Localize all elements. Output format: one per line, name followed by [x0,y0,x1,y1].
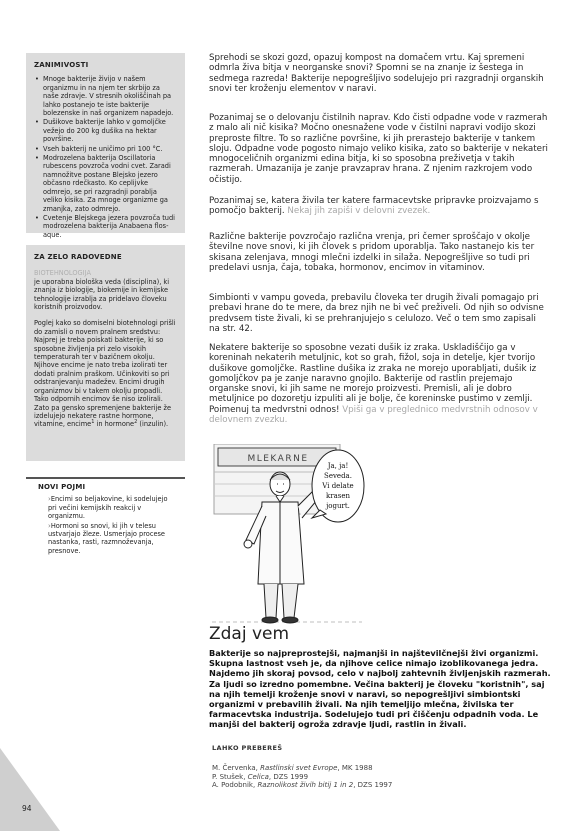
speech-bubble [312,450,364,522]
list-item: › Encimi so beljakovine, ki sodelujejo pri večini kemijskih reakcij v organizmu. [38,495,177,520]
radovedne-box [26,245,185,461]
bubble-line: jogurt. [326,502,350,510]
bubble-line: Ja, ja! [327,462,349,470]
page-number: 94 [22,804,32,813]
reference-item: A. Podobnik, Raznolikost živih bitij 1 in 2, DZS 1997 [212,781,393,790]
novi-pojmi-list [38,495,177,555]
list-item: • Dušikove bakterije lahko v gomoljčke vežejo do 200 kg dušika na hektar površine. [34,118,177,143]
biotehnologija-example: Poglej kako so domiselni biotehnologi prišli do zamisli o novem pralnem sredstvu: Najprej je treba poiskati bakterije, ki so sposobne življenja pri zelo visokih temperaturah ter v bazičnem okolju. Njihove encime je nato treba izolirati ter dodati pralnim praškom. Učinkoviti so pri odstranjevanju madežev. Encimi drugih organizmov bi v takem okolju propadli. Tako odpornih encimov še niso izolirali. Zato pa gensko spremenjene bakterije že izdelujejo nekatere rastne hormone, vitamine, encime$^1$ in hormone$^2$ (inzulin). [34,319,176,429]
novi-pojmi-title: NOVI POJMI [38,483,86,491]
summary-text: Bakterije so najpreprostejši, najmanjši in najštevilčnejši živi organizmi. Skupna lastnost vseh je, da njihove celice nimajo izoblikovanega jedra. Najdemo jih skoraj povsod, celo v najbolj zahtevnih življenjskih razmerah. Za ljudi so izredno pomembne. Večina bakterij je človeku "koristnih", saj na njih temelji kroženje snovi v naravi, so nepogrešljivi simbiontski organizmi v prebavilih živali. Na njih temeljijo mlečna, živilska ter farmacevtska industrija. Sodelujejo tudi pri čiščenju odpadnih voda. Le manjši del bakterij ogroža zdravje ljudi, rastlin in živali. [209,648,551,730]
list-item: • Modrozelena bakterija Oscillatoria rubescens povzroča vodni cvet. Zaradi namnožitve postane Blejsko jezero občasno rdečkasto. Ko ceplijvke odmrejo, se pri razgradnji porablja veliko kisika. Za mnoge organizme ga zmanjka, zato odmrejo. [34,154,177,213]
main-paragraph-2: Pozanimaj se o delovanju čistilnih naprav. Kdo čisti odpadne vode v razmerah z malo ali nič kisika? Močno onesnažene vode v čistilni napravi vodijo skozi preproste filtre. To so različne površine, ki jih prerastejo bakterije v tankem sloju. Odpadne vode pogosto nimajo veliko kisika, zato so bakterije v nekateri mnogoceličnih organizmi edina bitja, ki so sposobna preživetja v takih razmerah. Umazanija je zanje pravzaprav hrana. Z njenim razkrojem vodo očistijo. [209,113,548,185]
radovedne-title: ZA ZELO RADOVEDNE [34,253,122,261]
main-paragraph-1: Sprehodi se skozi gozd, opazuj kompost na domačem vrtu. Kaj spremeni odmrla živa bitja v neorganske snovi? Spomni se na znanje iz šestega in sedmega razreda! Bakterije nepogrešljivo sodelujejo pri razgradnji organskih snovi ter kroženju elementov v naravi. [209,53,544,94]
dairy-cartoon-illustration [212,444,552,634]
bubble-line: krasen [325,492,351,500]
main-paragraph-6: Nekatere bakterije so sposobne vezati dušik iz zraka. Uskladiščijo ga v koreninah nekaterih metuljnic, kot so grah, fižol, soja in detelje, kjer tvorijo dušikove gomoljčke. Rastline dušika iz zraka ne morejo uporabljati, dušik iz gomoljčkov pa je zanje naravno gnojilo. Bakterije od rastlin prejemajo organske snovi, ki jih same ne morejo proizvesti. Premisli, ali je dobro metuljnice po dozoretju izpuliti ali je bolje, če koreninske pustimo v zemlji. Poimenuj ta medvrstni odnos! Vpiši ga v preglednico medvrstnih odnosov v delovnem zvezku. [209,343,538,426]
bubble-line: Seveda. [324,472,352,480]
list-item: › Hormoni so snovi, ki jih v telesu ustvarjajo žleze. Usmerjajo procese nastanka, rasti, razmnoževanja, presnove. [38,522,177,556]
main-paragraph-4: Različne bakterije povzročajo različna vrenja, pri čemer sproščajo v okolje številne nove snovi, ki jih človek s pridom uporablja. Tako nastanejo kis ter skisana zelenjava, mnogi mlečni izdelki in silaža. Nepogrešljive so tudi pri predelavi usnja, čaja, tobaka, hormonov, encimov in vitaminov. [209,232,535,273]
reading-title: LAHKO PREBEREŠ [212,744,283,752]
divider [26,477,185,479]
list-item: • Mnoge bakterije živijo v našem organizmu in na njem ter skrbijo za naše zdravje. V stresnih okoliščinah pa lahko postanejo te iste bakterije bolezenske in naš organizem napadejo. [34,75,177,117]
novi-pojmi-box [26,477,185,555]
page-corner-decoration [0,748,60,831]
bubble-line: Vi delate [322,482,354,490]
biotehnologija-term: BIOTEHNOLOGIJA [34,269,91,278]
list-item: • Cvetenje Blejskega jezera povzroča tudi modrozelena bakterija Anabaena flos-aque. [34,214,177,239]
reference-item: P. Stušek, Celica, DZS 1999 [212,772,309,781]
zanimivosti-list [34,75,177,239]
mlekarne-sign: MLEKARNE [247,454,309,464]
list-item: • Vseh bakterij ne uničimo pri 100 °C. [34,145,177,153]
main-paragraph-5: Simbionti v vampu goveda, prebavilu človeka ter drugih živali pomagajo pri prebavi hrane do te mere, da brez njih ne bi več preživeli. Od njih so odvisne predvsem tiste živali, ki se prehranjujejo s celulozo. Več o tem smo zapisali na str. 42. [209,293,544,334]
reference-item: M. Červenka, Rastlinski svet Evrope, MK 1988 [212,764,373,772]
biotehnologija-definition: je uporabna biološka veda (disciplina), ki znanja iz biologije, biokemije in kemijske tehnologije izrablja za pridelavo človeku koristnih proizvodov. [34,277,170,312]
reading-list [212,764,392,790]
zanimivosti-box [26,53,185,239]
summary-title: Zdaj vem [209,624,290,644]
zanimivosti-title: ZANIMIVOSTI [34,61,89,69]
main-paragraph-3: Pozanimaj se, katera živila ter katere farmacevtske pripravke proizvajamo s pomočjo bakterij. Nekaj jih zapiši v delovni zvezek. [209,196,539,217]
